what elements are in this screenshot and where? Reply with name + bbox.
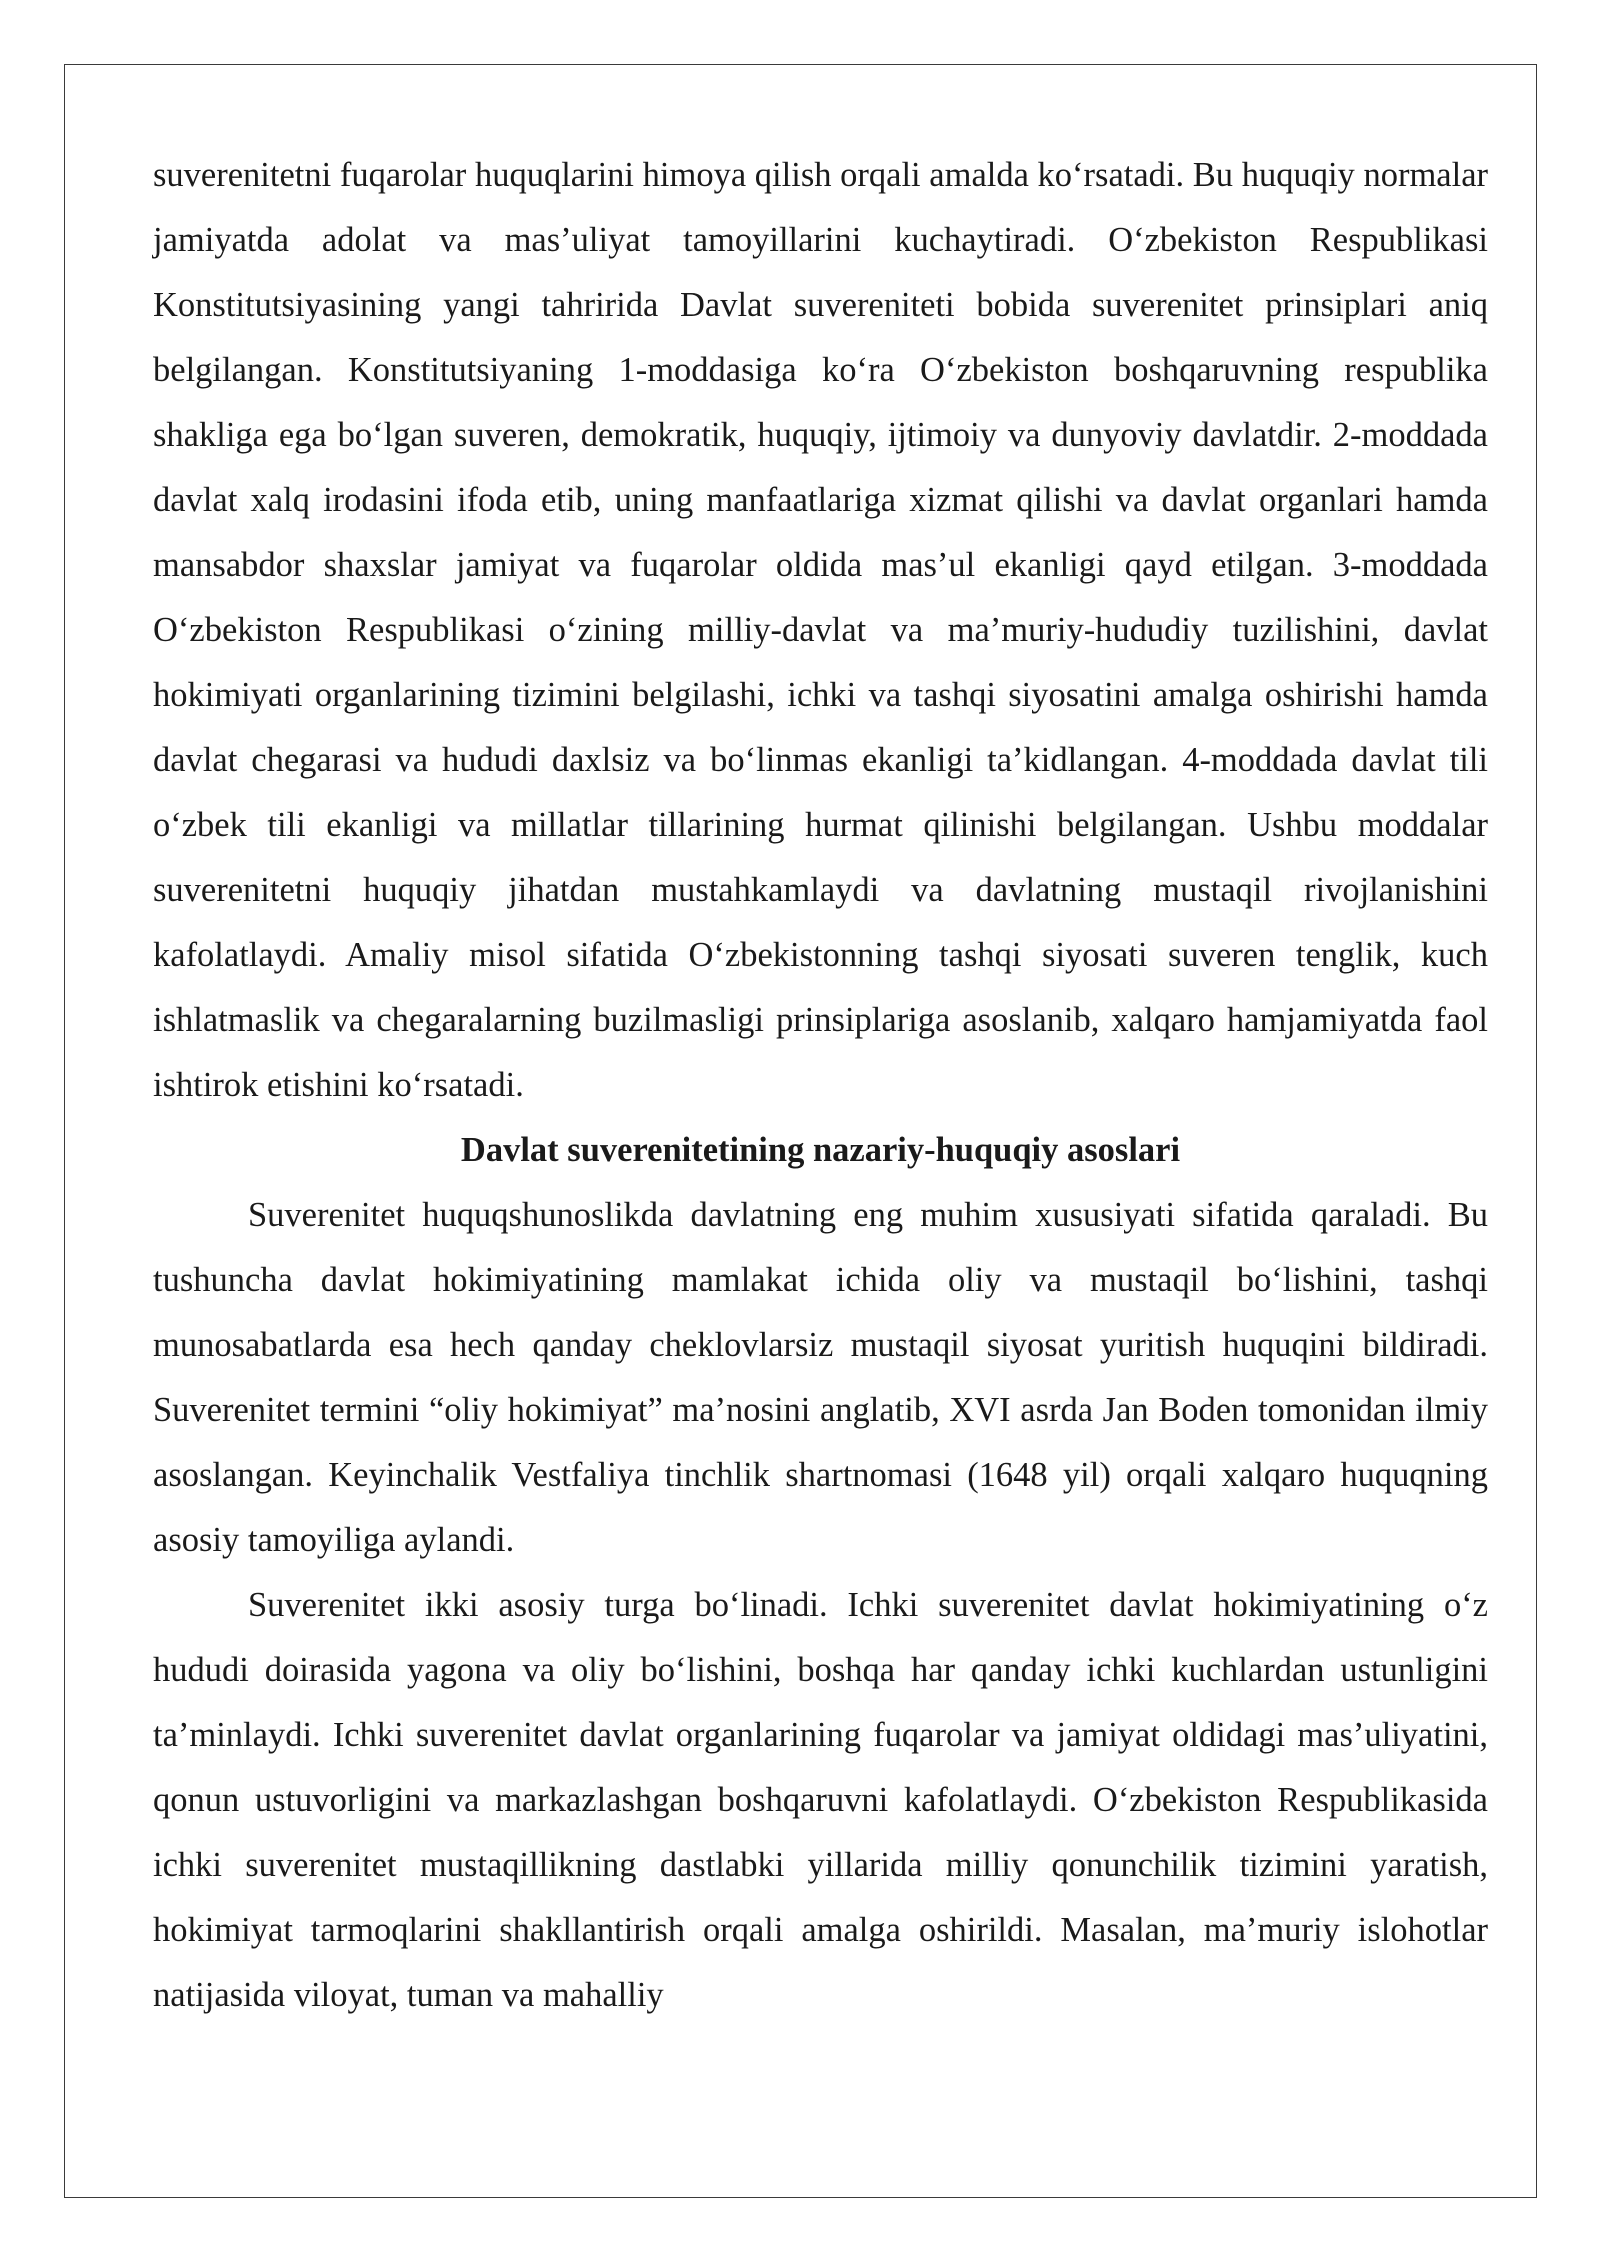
section-heading: Davlat suverenitetining nazariy-huquqiy asoslari — [460, 1131, 1181, 1169]
body-paragraph-1: suverenitetni fuqarolar huquqlarini himoya qilish orqali amalda ko‘rsatadi. Bu huquqiy normalar jamiyatda adolat va mas’uliyat tamoyillarini kuchaytiradi. O‘zbekiston Respublikasi Konstitutsiyasining yangi tahririda Davlat suvereniteti bobida suverenitet prinsiplari aniq belgilangan. Konstitutsiyaning 1-moddasiga ko‘ra O‘zbekiston boshqaruvning respublika shakliga ega bo‘lgan suveren, demokratik, huquqiy, ijtimoiy va dunyoviy davlatdir. 2-moddada davlat xalq irodasini ifoda etib, uning manfaatlariga xizmat qilishi va davlat organlari hamda mansabdor shaxslar jamiyat va fuqarolar oldida mas’ul ekanligi qayd etilgan. 3-moddada O‘zbekiston Respublikasi o‘zining milliy-davlat va ma’muriy-hududiy tuzilishini, davlat hokimiyati organlarining tizimini belgilashi, ichki va tashqi siyosatini amalga oshirishi hamda davlat chegarasi va hududi daxlsiz va bo‘linmas ekanligi ta’kidlangan. 4-moddada davlat tili o‘zbek tili ekanligi va millatlar tillarining hurmat qilinishi belgilangan. Ushbu moddalar suverenitetni huquqiy jihatdan mustahkamlaydi va davlatning mustaqil rivojlanishini kafolatlaydi. Amaliy misol sifatida O‘zbekistonning tashqi siyosati suveren tenglik, kuch ishlatmaslik va chegaralarning buzilmasligi prinsiplariga asoslanib, xalqaro hamjamiyatda faol ishtirok etishini ko‘rsatadi. — [153, 156, 1488, 1104]
body-paragraph-2: Suverenitet huquqshunoslikda davlatning eng muhim xususiyati sifatida qaraladi. Bu tushuncha davlat hokimiyatining mamlakat ichida oliy va mustaqil bo‘lishini, tashqi munosabatlarda esa hech qanday cheklovlarsiz mustaqil siyosat yuritish huquqini bildiradi. Suverenitet termini “oliy hokimiyat” ma’nosini anglatib, XVI asrda Jan Boden tomonidan ilmiy asoslangan. Keyinchalik Vestfaliya tinchlik shartnomasi (1648 yil) orqali xalqaro huquqning asosiy tamoyiliga aylandi. — [153, 1196, 1488, 1559]
body-paragraph-3: Suverenitet ikki asosiy turga bo‘linadi. Ichki suverenitet davlat hokimiyatining o‘z hududi doirasida yagona va oliy bo‘lishini, boshqa har qanday ichki kuchlardan ustunligini ta’minlaydi. Ichki suverenitet davlat organlarining fuqarolar va jamiyat oldidagi mas’uliyatini, qonun ustuvorligini va markazlashgan boshqaruvni kafolatlaydi. O‘zbekiston Respublikasida ichki suverenitet mustaqillikning dastlabki yillarida milliy qonunchilik tizimini yaratish, hokimiyat tarmoqlarini shakllantirish orqali amalga oshirildi. Masalan, ma’muriy islohotlar natijasida viloyat, tuman va mahalliy — [153, 1586, 1488, 2014]
document-body — [153, 143, 1488, 2028]
